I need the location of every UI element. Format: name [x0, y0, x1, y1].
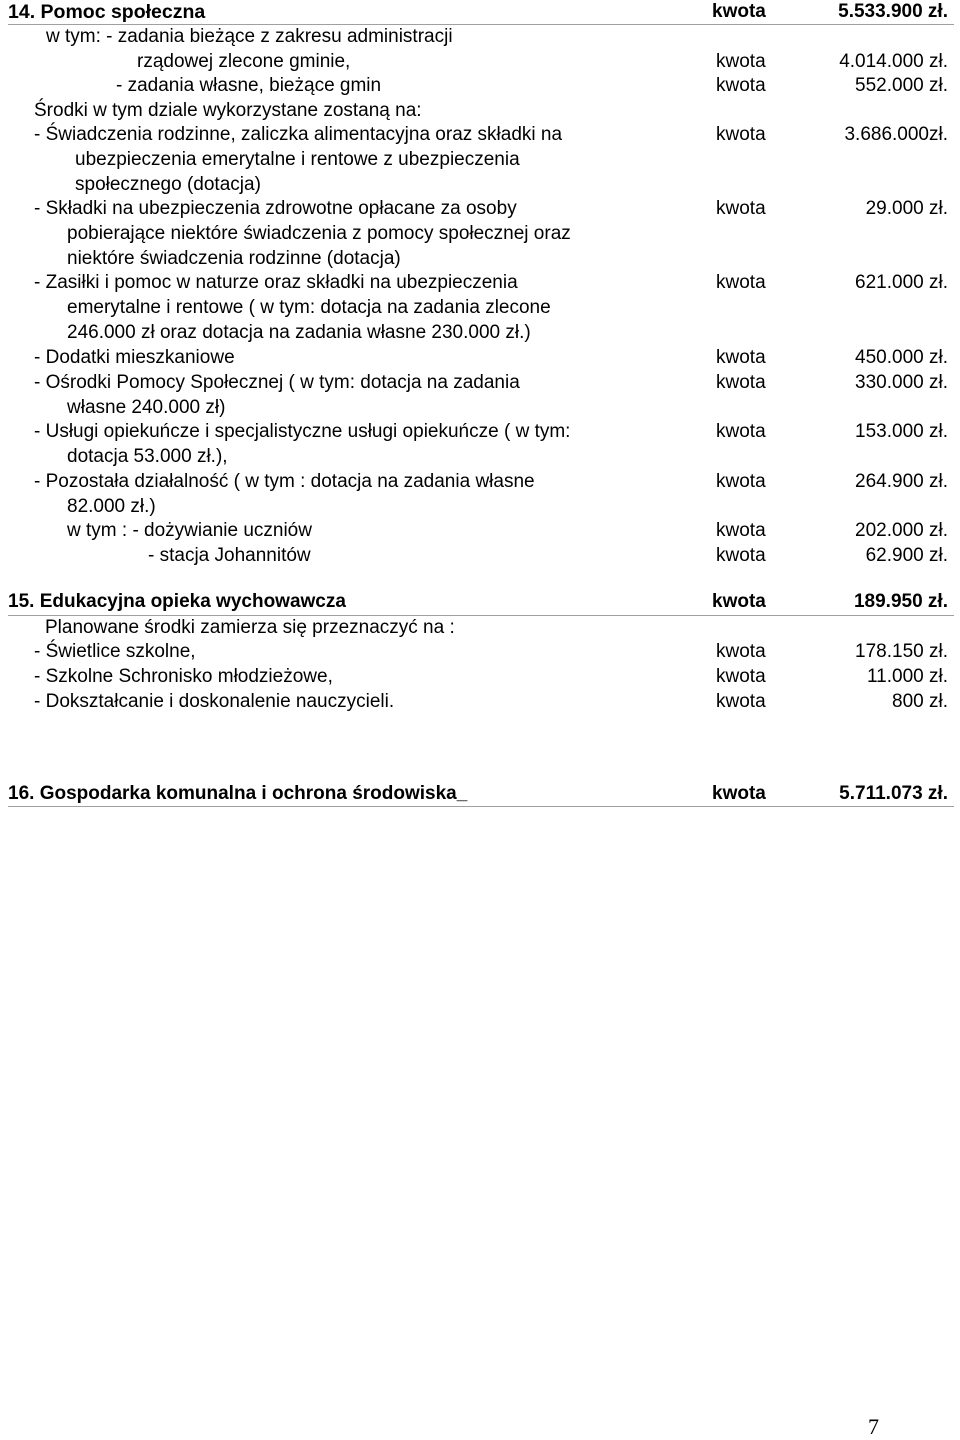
section-16-kwota: kwota — [712, 783, 766, 804]
s14-item3-line3: 246.000 zł oraz dotacja na zadania własne 230.000 zł.) — [67, 322, 531, 343]
s14-item7-amount: 264.900 zł. — [855, 471, 948, 492]
s15-item2: - Szkolne Schronisko młodzieżowe, — [34, 666, 333, 687]
s14-item4-amount: 450.000 zł. — [855, 347, 948, 368]
s14-item1-line3: społecznego (dotacja) — [75, 174, 261, 195]
s14-item3-kwota: kwota — [716, 272, 766, 293]
page-number: 7 — [868, 1414, 879, 1439]
s14-item3-amount: 621.000 zł. — [855, 272, 948, 293]
s14-item7-sub2: - stacja Johannitów — [148, 545, 311, 566]
s14-item6-line2: dotacja 53.000 zł.), — [67, 446, 228, 467]
s14-intro-line3-amount: 552.000 zł. — [855, 75, 948, 96]
s15-item1-amount: 178.150 zł. — [855, 641, 948, 662]
s14-intro-line2-kwota: kwota — [716, 51, 766, 72]
s14-item4-kwota: kwota — [716, 347, 766, 368]
s15-item3: - Dokształcanie i doskonalenie nauczycieli. — [34, 691, 395, 712]
s15-item1: - Świetlice szkolne, — [34, 641, 196, 662]
s14-item3-line1: - Zasiłki i pomoc w naturze oraz składki na ubezpieczenia — [34, 272, 518, 293]
section-14-title: 14. Pomoc społeczna — [8, 1, 206, 23]
section-15-underline — [8, 615, 954, 616]
s14-item7-line1: - Pozostała działalność ( w tym : dotacja na zadania własne — [34, 471, 535, 492]
s14-item3-line2: emerytalne i rentowe ( w tym: dotacja na zadania zlecone — [67, 297, 551, 318]
s14-srodki-heading: Środki w tym dziale wykorzystane zostaną na: — [34, 100, 422, 121]
s14-item1-line2: ubezpieczenia emerytalne i rentowe z ubezpieczenia — [75, 149, 520, 170]
s14-item7-sub2-kwota: kwota — [716, 545, 766, 566]
s14-item2-amount: 29.000 zł. — [865, 198, 948, 219]
s14-item7-sub1-amount: 202.000 zł. — [855, 520, 948, 541]
s14-item2-line2: pobierające niektóre świadczenia z pomocy społecznej oraz — [67, 223, 571, 244]
s14-intro-line1: w tym: - zadania bieżące z zakresu administracji — [46, 26, 453, 47]
s14-item5-line2: własne 240.000 zł) — [67, 397, 226, 418]
s14-item2-kwota: kwota — [716, 198, 766, 219]
section-14-amount: 5.533.900 zł. — [838, 1, 948, 22]
s14-item2-line1: - Składki na ubezpieczenia zdrowotne opłacane za osoby — [34, 198, 517, 219]
s15-item2-kwota: kwota — [716, 666, 766, 687]
section-15-kwota: kwota — [712, 591, 766, 612]
section-16-title: 16. Gospodarka komunalna i ochrona środowiska_ — [8, 783, 468, 804]
s14-item7-kwota: kwota — [716, 471, 766, 492]
s14-item7-line2: 82.000 zł.) — [67, 496, 156, 517]
s14-item7-sub1-kwota: kwota — [716, 520, 766, 541]
s14-intro-line2-amount: 4.014.000 zł. — [839, 51, 948, 72]
s15-item3-amount: 800 zł. — [892, 691, 948, 712]
s15-item1-kwota: kwota — [716, 641, 766, 662]
s14-item7-sub2-amount: 62.900 zł. — [865, 545, 948, 566]
s14-intro-line2: rządowej zlecone gminie, — [137, 51, 351, 72]
s15-item3-kwota: kwota — [716, 691, 766, 712]
section-14-underline — [8, 24, 954, 25]
s14-item5-line1: - Ośrodki Pomocy Społecznej ( w tym: dotacja na zadania — [34, 372, 520, 393]
section-16-underline — [8, 806, 954, 807]
s14-item4-line1: - Dodatki mieszkaniowe — [34, 347, 235, 368]
s14-item6-amount: 153.000 zł. — [855, 421, 948, 442]
s14-item1-kwota: kwota — [716, 124, 766, 145]
section-14-kwota: kwota — [712, 1, 766, 22]
s15-intro: Planowane środki zamierza się przeznaczyć na : — [45, 617, 455, 638]
s14-item1-amount: 3.686.000zł. — [844, 124, 948, 145]
section-16-amount: 5.711.073 zł. — [839, 783, 948, 804]
s14-item5-kwota: kwota — [716, 372, 766, 393]
section-15-title: 15. Edukacyjna opieka wychowawcza — [8, 591, 346, 612]
s14-item1-line1: - Świadczenia rodzinne, zaliczka alimentacyjna oraz składki na — [34, 124, 563, 145]
s15-item2-amount: 11.000 zł. — [867, 666, 948, 687]
s14-intro-line3: - zadania własne, bieżące gmin — [116, 75, 382, 96]
s14-item5-amount: 330.000 zł. — [855, 372, 948, 393]
s14-item6-line1: - Usługi opiekuńcze i specjalistyczne usługi opiekuńcze ( w tym: — [34, 421, 571, 442]
s14-item2-line3: niektóre świadczenia rodzinne (dotacja) — [67, 248, 401, 269]
s14-intro-line3-kwota: kwota — [716, 75, 766, 96]
s14-item6-kwota: kwota — [716, 421, 766, 442]
section-15-amount: 189.950 zł. — [853, 591, 948, 612]
s14-item7-sub1: w tym : - dożywianie uczniów — [67, 520, 312, 541]
